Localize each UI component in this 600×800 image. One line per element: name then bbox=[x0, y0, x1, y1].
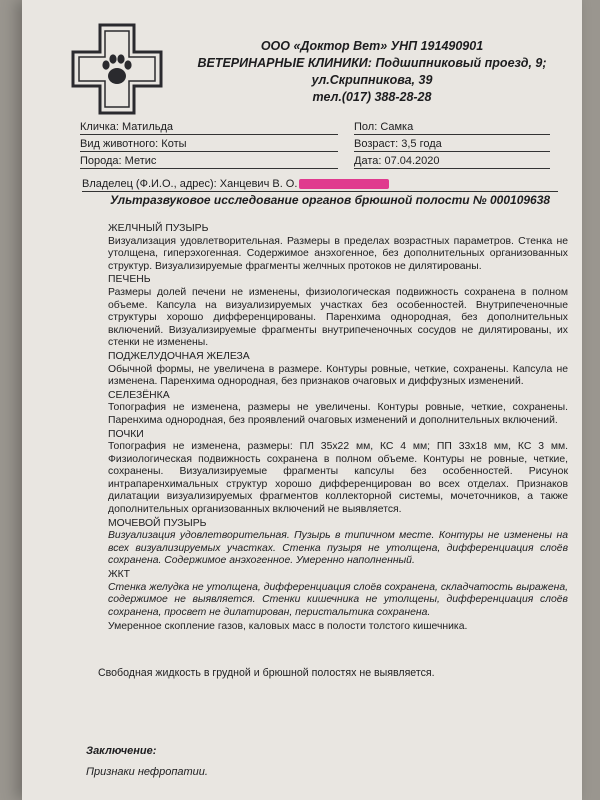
species-field bbox=[80, 138, 338, 150]
section-gallbladder bbox=[108, 223, 568, 273]
age-value: Возраст: 3,5 года bbox=[354, 138, 442, 150]
section-text: Обычной формы, не увеличена в размере. Контуры ровные, четкие, сохранены. Капсула не изменена. Паренхима однородная, без признаков очаговых и диффузных изменений. bbox=[108, 363, 568, 388]
section-heading: ПЕЧЕНЬ bbox=[108, 274, 151, 286]
section-kidneys bbox=[108, 429, 568, 517]
section-text: Размеры долей печени не изменены, физиологическая подвижность сохранена в полном объеме. Капсула на визуализируемых участках без особенностей. Внутрипеченочные структуры хорошо дифференцированы. Паренхима однородная, без дополнительных включений. Визуализируемые фрагменты внутрипеченочных сосудов не дилятированы, их стенки не изменены. bbox=[108, 286, 568, 349]
fluid-note: Свободная жидкость в грудной и брюшной полостях не выявляется. bbox=[98, 667, 435, 679]
conclusion-text: Признаки нефропатии. bbox=[86, 766, 208, 778]
section-gi-tract bbox=[108, 569, 568, 619]
owner-value: Владелец (Ф.И.О., адрес): Ханцевич В. О. bbox=[82, 178, 298, 190]
sex-field bbox=[354, 121, 550, 133]
section-liver bbox=[108, 274, 568, 350]
section-heading: ПОЧКИ bbox=[108, 428, 144, 440]
section-heading: СЕЛЕЗЁНКА bbox=[108, 389, 170, 401]
section-heading: МОЧЕВОЙ ПУЗЫРЬ bbox=[108, 517, 207, 529]
date-value: Дата: 07.04.2020 bbox=[354, 155, 440, 167]
section-text: Стенка желудка не утолщена, дифференциация слоёв сохранена, складчатость выражена, содержимое не выявляется. Стенки кишечника не утолщены, дифференциация слоёв сохранена, просвет не дилатирован, перистальтика сохранена. bbox=[108, 581, 568, 618]
species-value: Вид животного: Коты bbox=[80, 138, 187, 150]
gas-note: Умеренное скопление газов, каловых масс в полости толстого кишечника. bbox=[108, 621, 468, 633]
clinic-phone: тел.(017) 388-28-28 bbox=[312, 90, 432, 104]
date-field bbox=[354, 155, 550, 167]
findings bbox=[108, 222, 568, 634]
section-text: Топография не изменена, размеры: ПЛ 35x22 мм, КС 4 мм; ПП 33x18 мм, КС 3 мм. Физиологическая подвижность сохранена в полном объеме. Контуры не ровные, четкие, сохранены. Визуализируемые фрагменты капсулы без особенностей. Рисунок интрапаренхимальных структур хорошо дифференцирован во всех отделах. Признаков дилатации визуализируемых фрагментов коллекторной системы, мочеточников, а также дополнительных организованных включений не выявляется. bbox=[108, 441, 568, 516]
report-title: Ультразвуковое исследование органов брюшной полости № 000109638 bbox=[110, 193, 551, 207]
section-bladder bbox=[108, 518, 568, 568]
breed-field bbox=[80, 155, 338, 167]
section-text: Визуализация удовлетворительная. Пузырь в типичном месте. Контуры не изменены на всех визуализируемых участках. Стенка пузыря не утолщена, дифференциация слоёв сохранена. Содержимое анэхогенное. Умеренно наполненный. bbox=[108, 530, 568, 567]
breed-value: Порода: Метис bbox=[80, 155, 157, 167]
section-heading: ЖКТ bbox=[108, 569, 130, 581]
nickname-field bbox=[80, 121, 338, 133]
report-sheet bbox=[22, 0, 582, 800]
section-heading: ЖЕЛЧНЫЙ ПУЗЫРЬ bbox=[108, 223, 209, 234]
clinic-address-1: ВЕТЕРИНАРНЫЕ КЛИНИКИ: Подшипниковый проезд, 9; bbox=[197, 56, 547, 70]
section-spleen bbox=[108, 390, 568, 428]
age-field bbox=[354, 138, 550, 150]
section-pancreas bbox=[108, 351, 568, 389]
clinic-address-2: ул.Скрипникова, 39 bbox=[311, 73, 433, 87]
section-heading: ПОДЖЕЛУДОЧНАЯ ЖЕЛЕЗА bbox=[108, 350, 250, 362]
clinic-header bbox=[172, 38, 572, 106]
nickname-value: Кличка: Матильда bbox=[80, 121, 174, 133]
section-text: Топография не изменена, размеры не увеличены. Контуры ровные, четкие, сохранены. Паренхима однородная, без проявлений очаговых изменений и дополнительных включений. bbox=[108, 402, 568, 426]
redaction-mark bbox=[299, 179, 389, 189]
owner-field bbox=[82, 178, 558, 190]
cross-paw-icon bbox=[70, 22, 164, 116]
conclusion-heading: Заключение: bbox=[86, 745, 157, 757]
clinic-name: ООО «Доктор Вет» УНП 191490901 bbox=[260, 39, 484, 53]
section-text: Визуализация удовлетворительная. Размеры в пределах возрастных параметров. Стенка не утолщена, гиперэхогенная. Содержимое анэхогенное, без дополнительных организованных структур. Визуализируемые фрагменты желчных протоков не дилятированы. bbox=[108, 235, 568, 272]
sex-value: Пол: Самка bbox=[354, 121, 414, 133]
